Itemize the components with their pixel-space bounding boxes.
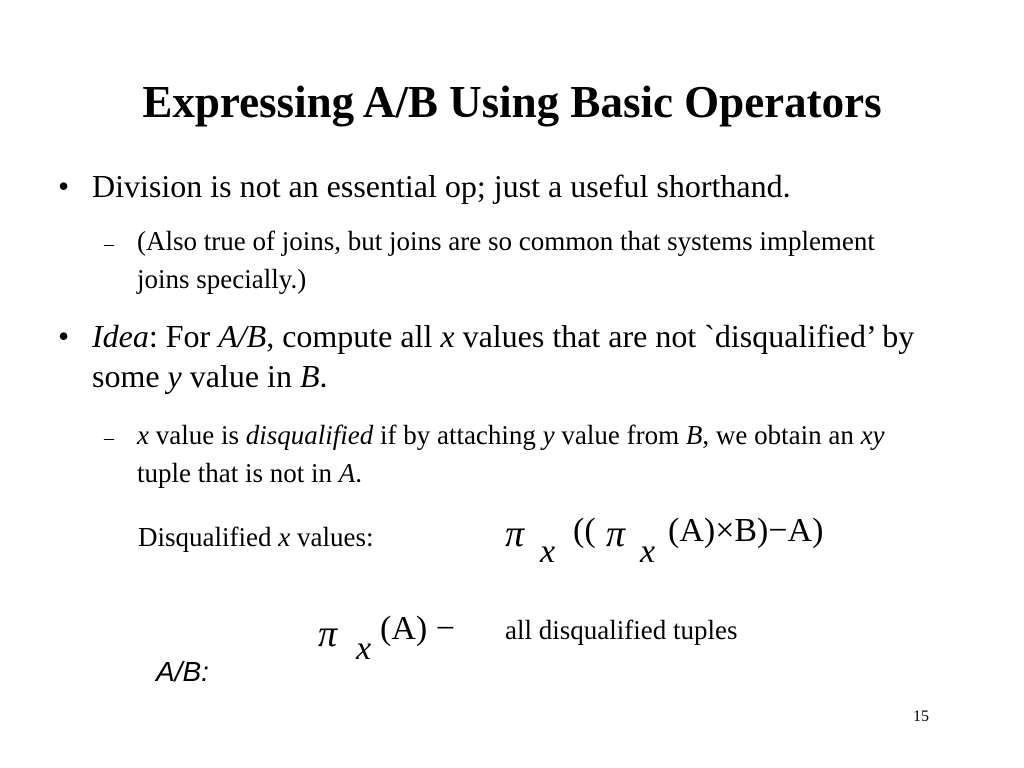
bullet-marker: • xyxy=(58,168,70,204)
formula-expression: (A)×B)−A) xyxy=(668,512,824,549)
bullet-text: Idea: For A/B, compute all x values that are not `disqualified’ by some y value in B. xyxy=(92,318,915,394)
projection-symbol: π xyxy=(505,513,525,555)
subbullet-text: x value is disqualified if by attaching y value from B, we obtain an xy tuple that is not in A. xyxy=(137,420,885,488)
disqualified-label: Disqualified x values: xyxy=(138,522,374,552)
bullet-marker: • xyxy=(58,318,70,354)
result-label: A/B: xyxy=(156,656,209,687)
subbullet-text: (Also true of joins, but joins are so common that systems implement joins specially.) xyxy=(137,226,875,294)
result-text: all disqualified tuples xyxy=(505,615,738,645)
bullet-text: Division is not an essential op; just a useful shorthand. xyxy=(92,168,791,204)
dash-marker: – xyxy=(104,427,114,449)
projection-symbol: π xyxy=(318,613,338,655)
projection-subscript: x xyxy=(640,533,656,570)
page-number: 15 xyxy=(913,708,929,725)
projection-subscript: x xyxy=(540,533,556,570)
slide-title: Expressing A/B Using Basic Operators xyxy=(142,77,882,127)
projection-subscript: x xyxy=(356,630,372,667)
formula-expression: (A) − xyxy=(380,610,455,647)
open-parens: (( xyxy=(573,512,596,549)
projection-symbol: π xyxy=(606,513,626,555)
idea-word: Idea xyxy=(92,318,149,354)
dash-marker: – xyxy=(104,233,114,255)
